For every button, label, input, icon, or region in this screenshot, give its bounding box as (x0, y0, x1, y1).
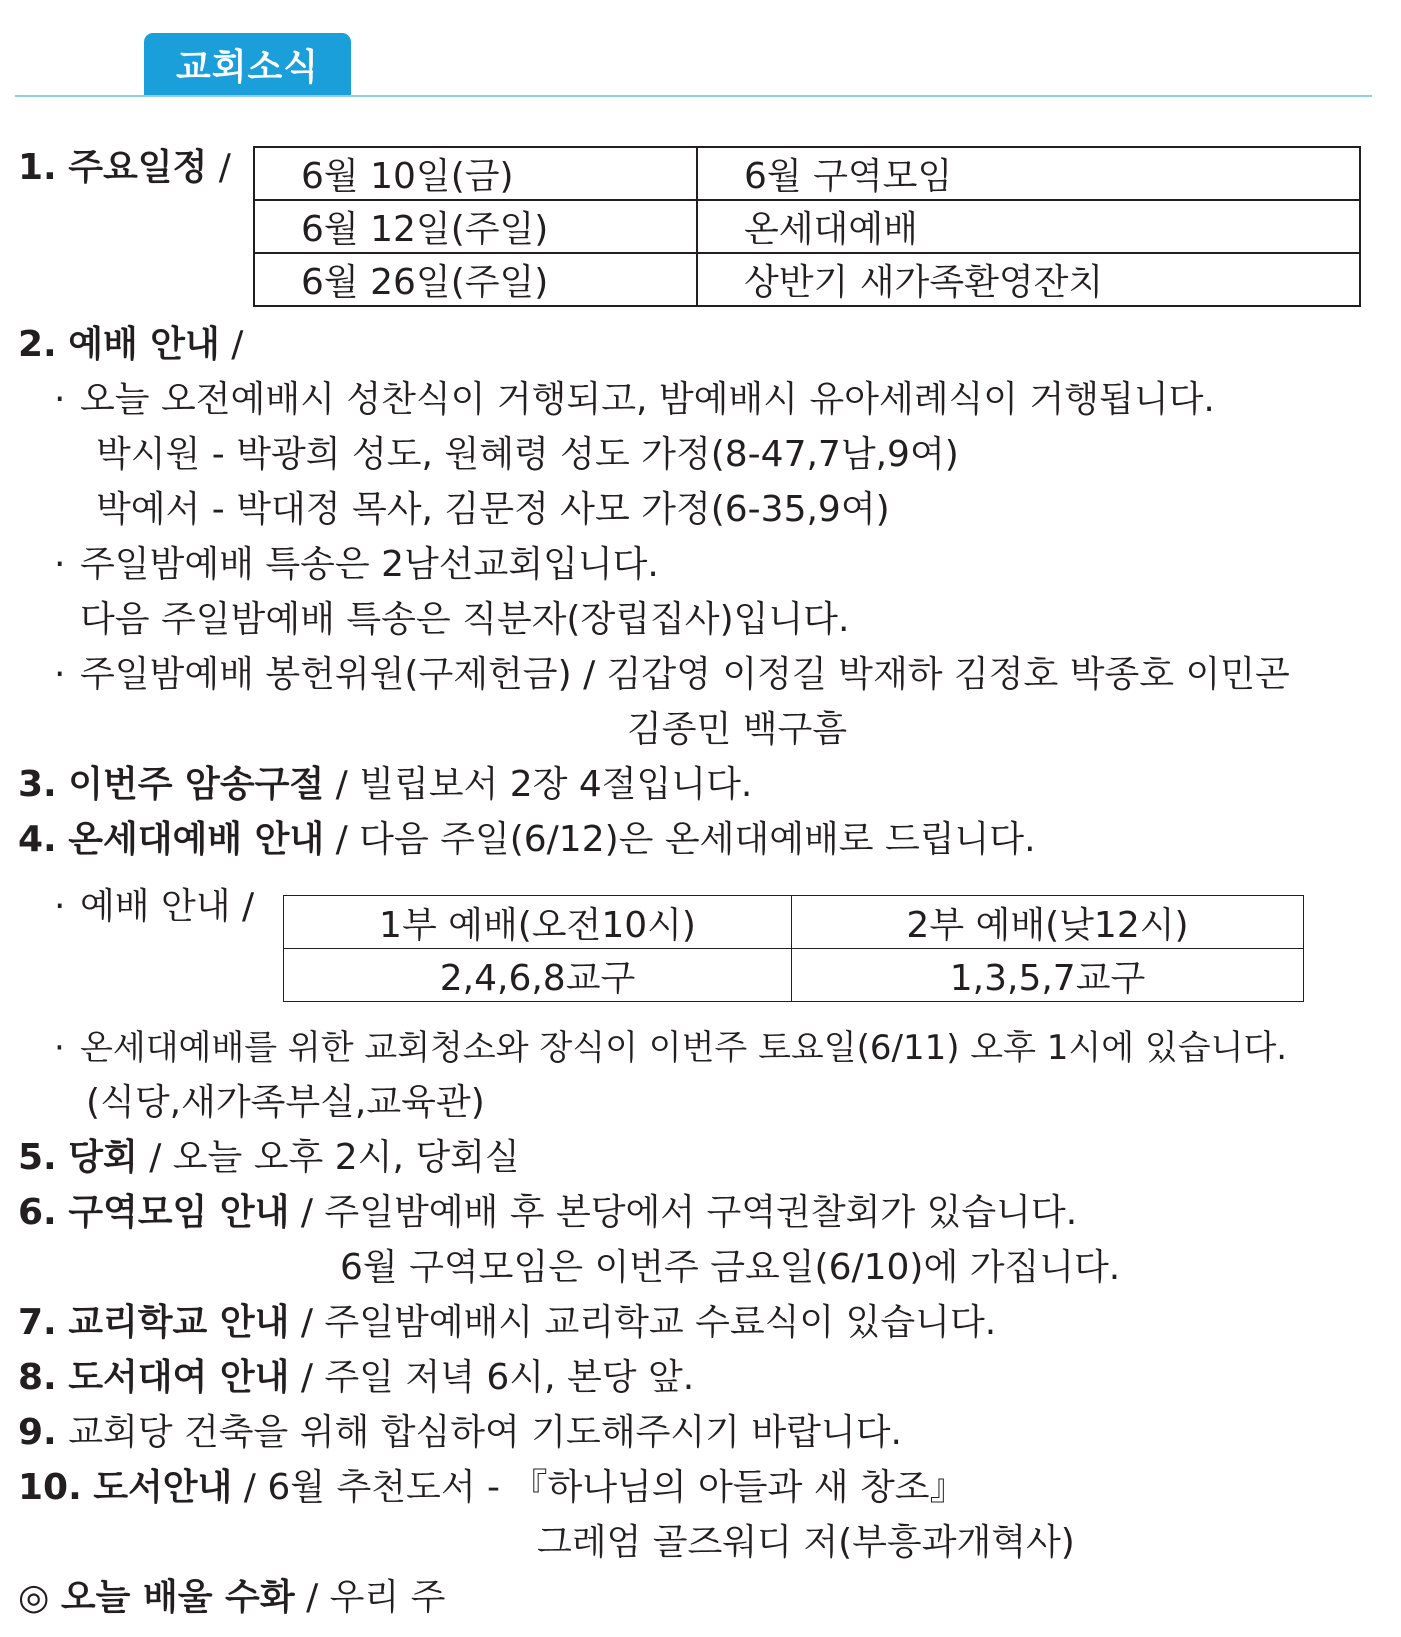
prayer-text: 교회당 건축을 위해 합심하여 기도해주시기 바랍니다. (68, 1412, 902, 1453)
bullet-text: 예배 안내 / (80, 886, 255, 927)
table-row (254, 147, 1360, 200)
district-number: 6. (18, 1192, 57, 1233)
session-line (18, 1136, 520, 1180)
schedule-table (253, 146, 1361, 307)
catechism-line (18, 1301, 996, 1345)
table-header-cell: 1부 예배(오전10시) (284, 896, 792, 949)
worship-bullet-2: · 주일밤예배 특송은 2남선교회입니다. (54, 544, 659, 585)
session-heading: 당회 (68, 1137, 138, 1178)
table-row (284, 949, 1304, 1002)
worship-bullet-1: · 오늘 오전예배시 성찬식이 거행되고, 밤예배시 유아세례식이 거행됩니다. (54, 379, 1215, 420)
worship-bullet-3-cont: 김종민 백구흠 (627, 709, 848, 750)
baptism-line-2: 박예서 - 박대정 목사, 김문정 사모 가정(6-35,9여) (96, 489, 890, 530)
bullet-text: 주일밤예배 봉헌위원(구제헌금) / 김갑영 이정길 박재하 김정호 박종호 이민곤 (80, 654, 1290, 695)
table-cell: 1,3,5,7교구 (792, 949, 1304, 1002)
library-text: / 주일 저녁 6시, 본당 앞. (300, 1357, 695, 1398)
catechism-heading: 교리학교 안내 (68, 1302, 290, 1343)
bullet-text: 오늘 오전예배시 성찬식이 거행되고, 밤예배시 유아세례식이 거행됩니다. (80, 379, 1215, 420)
baptism-line-1: 박시원 - 박광희 성도, 원혜령 성도 가정(8-47,7남,9여) (96, 434, 959, 475)
sign-heading: 오늘 배울 수화 (60, 1577, 295, 1618)
worship-heading-label: 예배 안내 (68, 324, 220, 365)
worship-heading (18, 323, 243, 367)
memory-verse-line (18, 763, 752, 807)
sign-line (18, 1576, 445, 1620)
catechism-text: / 주일밤예배시 교리학교 수료식이 있습니다. (300, 1302, 997, 1343)
sign-text: / 우리 주 (306, 1577, 446, 1618)
district-line (18, 1191, 1077, 1235)
prayer-number: 9. (18, 1412, 57, 1453)
schedule-date: 6월 12일(주일) (254, 200, 697, 253)
catechism-number: 7. (18, 1302, 57, 1343)
schedule-heading-sep: / (218, 147, 231, 188)
memory-verse-heading: 이번주 암송구절 (68, 764, 325, 805)
header-divider (15, 95, 1372, 97)
table-row (284, 896, 1304, 949)
prayer-line (18, 1411, 902, 1455)
all-gen-number: 4. (18, 819, 57, 860)
book-heading: 도서안내 (93, 1467, 233, 1508)
schedule-heading (18, 146, 231, 190)
schedule-heading-number: 1. (18, 147, 57, 188)
district-text-cont: 6월 구역모임은 이번주 금요일(6/10)에 가집니다. (340, 1247, 1121, 1288)
all-gen-bullet: · 온세대예배를 위한 교회청소와 장식이 이번주 토요일(6/11) 오후 1시에 있습니다. (54, 1028, 1288, 1068)
all-gen-line (18, 818, 1036, 862)
library-line (18, 1356, 694, 1400)
session-text: / 오늘 오후 2시, 당회실 (149, 1137, 520, 1178)
all-gen-text: / 다음 주일(6/12)은 온세대예배로 드립니다. (335, 819, 1036, 860)
all-gen-heading: 온세대예배 안내 (68, 819, 325, 860)
worship-bullet-3: · 주일밤예배 봉헌위원(구제헌금) / 김갑영 이정길 박재하 김정호 박종호 이민곤 (54, 654, 1290, 695)
library-number: 8. (18, 1357, 57, 1398)
book-text: / 6월 추천도서 - 『하나님의 아들과 새 창조』 (243, 1467, 966, 1508)
schedule-event: 상반기 새가족환영잔치 (697, 253, 1360, 306)
table-header-cell: 2부 예배(낮12시) (792, 896, 1304, 949)
all-gen-sub-label: · 예배 안내 / (54, 886, 255, 927)
district-text: / 주일밤예배 후 본당에서 구역권찰회가 있습니다. (300, 1192, 1078, 1233)
session-number: 5. (18, 1137, 57, 1178)
table-cell: 2,4,6,8교구 (284, 949, 792, 1002)
district-heading: 구역모임 안내 (68, 1192, 290, 1233)
table-row (254, 253, 1360, 306)
worship-heading-number: 2. (18, 324, 57, 365)
schedule-date: 6월 26일(주일) (254, 253, 697, 306)
all-gen-bullet-cont: (식당,새가족부실,교육관) (86, 1082, 485, 1123)
library-heading: 도서대여 안내 (68, 1357, 290, 1398)
schedule-date: 6월 10일(금) (254, 147, 697, 200)
worship-bullet-2-cont: 다음 주일밤예배 특송은 직분자(장립집사)입니다. (80, 599, 850, 640)
worship-heading-sep: / (231, 324, 244, 365)
section-title-tab: 교회소식 (144, 33, 351, 96)
schedule-heading-label: 주요일정 (68, 147, 208, 188)
worship-times-table (283, 895, 1304, 1002)
schedule-event: 온세대예배 (697, 200, 1360, 253)
table-row (254, 200, 1360, 253)
double-circle-icon: ◎ (18, 1577, 50, 1618)
book-text-cont: 그레엄 골즈워디 저(부흥과개혁사) (537, 1522, 1075, 1563)
book-line (18, 1466, 966, 1510)
memory-verse-text: / 빌립보서 2장 4절입니다. (335, 764, 753, 805)
schedule-event: 6월 구역모임 (697, 147, 1360, 200)
memory-verse-number: 3. (18, 764, 57, 805)
book-number: 10. (18, 1467, 82, 1508)
bullet-text: 주일밤예배 특송은 2남선교회입니다. (80, 544, 659, 585)
bullet-text: 온세대예배를 위한 교회청소와 장식이 이번주 토요일(6/11) 오후 1시에 있습니다. (80, 1028, 1288, 1068)
